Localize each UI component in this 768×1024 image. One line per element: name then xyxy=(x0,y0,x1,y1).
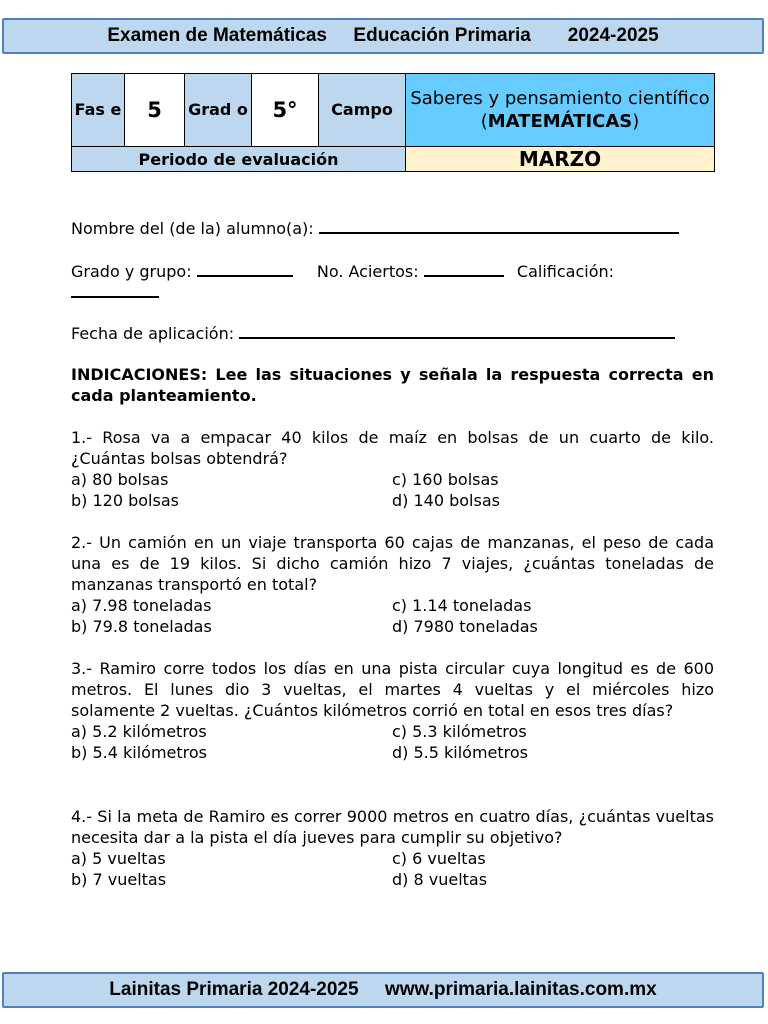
option-a[interactable]: a) 5.2 kilómetros xyxy=(71,722,207,741)
option-b[interactable]: b) 120 bolsas xyxy=(71,491,179,510)
question-text: 4.- Si la meta de Ramiro es correr 9000 metros en cuatro días, ¿cuántas vueltas necesita dar a la pista el día jueves para cumplir su objetivo? xyxy=(71,807,714,847)
exam-subject: Examen de Matemáticas xyxy=(107,25,328,46)
option-d[interactable]: d) 8 vueltas xyxy=(392,870,488,889)
grado-label: Grad o xyxy=(185,74,252,147)
option-c[interactable]: c) 6 vueltas xyxy=(392,849,486,868)
campo-value xyxy=(406,74,715,147)
periodo-value: MARZO xyxy=(406,147,715,172)
campo-label: Campo xyxy=(319,74,406,147)
grado-value: 5° xyxy=(252,74,319,147)
option-d[interactable]: d) 7980 toneladas xyxy=(392,617,538,636)
question-text: 1.- Rosa va a empacar 40 kilos de maíz en bolsas de un cuarto de kilo. ¿Cuántas bolsas obtendrá? xyxy=(71,428,714,468)
nombre-label: Nombre del (de la) alumno(a): xyxy=(71,219,319,238)
fase-value: 5 xyxy=(125,74,185,147)
campo-paren-open: ( xyxy=(480,111,488,132)
spacer xyxy=(359,979,385,1001)
option-a[interactable]: a) 5 vueltas xyxy=(71,849,166,868)
header-banner xyxy=(2,18,764,54)
exam-info-table xyxy=(71,73,715,172)
campo-subject: MATEMÁTICAS xyxy=(487,111,633,132)
fase-label: Fas e xyxy=(72,74,125,147)
option-b[interactable]: b) 5.4 kilómetros xyxy=(71,743,208,762)
school-year: 2024-2025 xyxy=(567,25,659,46)
nombre-field[interactable] xyxy=(319,216,679,234)
periodo-label: Periodo de evaluación xyxy=(72,147,406,172)
answer-options xyxy=(71,848,714,890)
site-name: Lainitas Primaria 2024-2025 xyxy=(109,979,359,1000)
option-b[interactable]: b) 7 vueltas xyxy=(71,870,167,889)
answer-options xyxy=(71,721,714,763)
grado-grupo-label: Grado y grupo: xyxy=(71,262,197,281)
aciertos-label: No. Aciertos: xyxy=(316,262,424,281)
site-url[interactable]: www.primaria.lainitas.com.mx xyxy=(384,979,657,1000)
instructions: INDICACIONES: Lee las situaciones y señala la respuesta correcta en cada planteamiento. xyxy=(71,365,714,405)
option-d[interactable]: d) 5.5 kilómetros xyxy=(392,743,529,762)
question-text: 2.- Un camión en un viaje transporta 60 cajas de manzanas, el peso de cada una es de 19 kilos. Si dicho camión hizo 7 viajes, ¿cuántas toneladas de manzanas transportó en total? xyxy=(71,533,714,594)
fecha-row xyxy=(71,321,675,344)
answer-options xyxy=(71,595,714,637)
campo-paren-close: ) xyxy=(632,111,640,132)
campo-text: Saberes y pensamiento científico xyxy=(410,88,710,109)
aciertos-field[interactable] xyxy=(424,259,504,277)
question-4 xyxy=(71,806,714,890)
calificacion-label: Calificación: xyxy=(516,262,615,281)
footer-banner xyxy=(2,972,764,1008)
question-1 xyxy=(71,427,714,511)
option-b[interactable]: b) 79.8 toneladas xyxy=(71,617,212,636)
option-d[interactable]: d) 140 bolsas xyxy=(392,491,500,510)
question-3 xyxy=(71,658,714,763)
nombre-row xyxy=(71,216,679,239)
calificacion-field[interactable] xyxy=(71,280,159,298)
option-c[interactable]: c) 160 bolsas xyxy=(392,470,499,489)
spacer xyxy=(327,25,353,47)
calificacion-row xyxy=(71,280,159,303)
fecha-field[interactable] xyxy=(239,321,675,339)
question-2 xyxy=(71,532,714,637)
grado-grupo-field[interactable] xyxy=(197,259,293,277)
education-level: Educación Primaria xyxy=(353,25,531,46)
spacer xyxy=(531,25,568,47)
question-text: 3.- Ramiro corre todos los días en una pista circular cuya longitud es de 600 metros. El lunes dio 3 vueltas, el martes 4 vueltas y el miércoles hizo solamente 2 vueltas. ¿Cuántos kilómetros corrió en total en esos tres días? xyxy=(71,659,714,720)
option-c[interactable]: c) 1.14 toneladas xyxy=(392,596,532,615)
option-c[interactable]: c) 5.3 kilómetros xyxy=(392,722,527,741)
fecha-label: Fecha de aplicación: xyxy=(71,324,240,343)
answer-options xyxy=(71,469,714,511)
grado-grupo-row xyxy=(71,259,614,282)
option-a[interactable]: a) 7.98 toneladas xyxy=(71,596,212,615)
option-a[interactable]: a) 80 bolsas xyxy=(71,470,169,489)
